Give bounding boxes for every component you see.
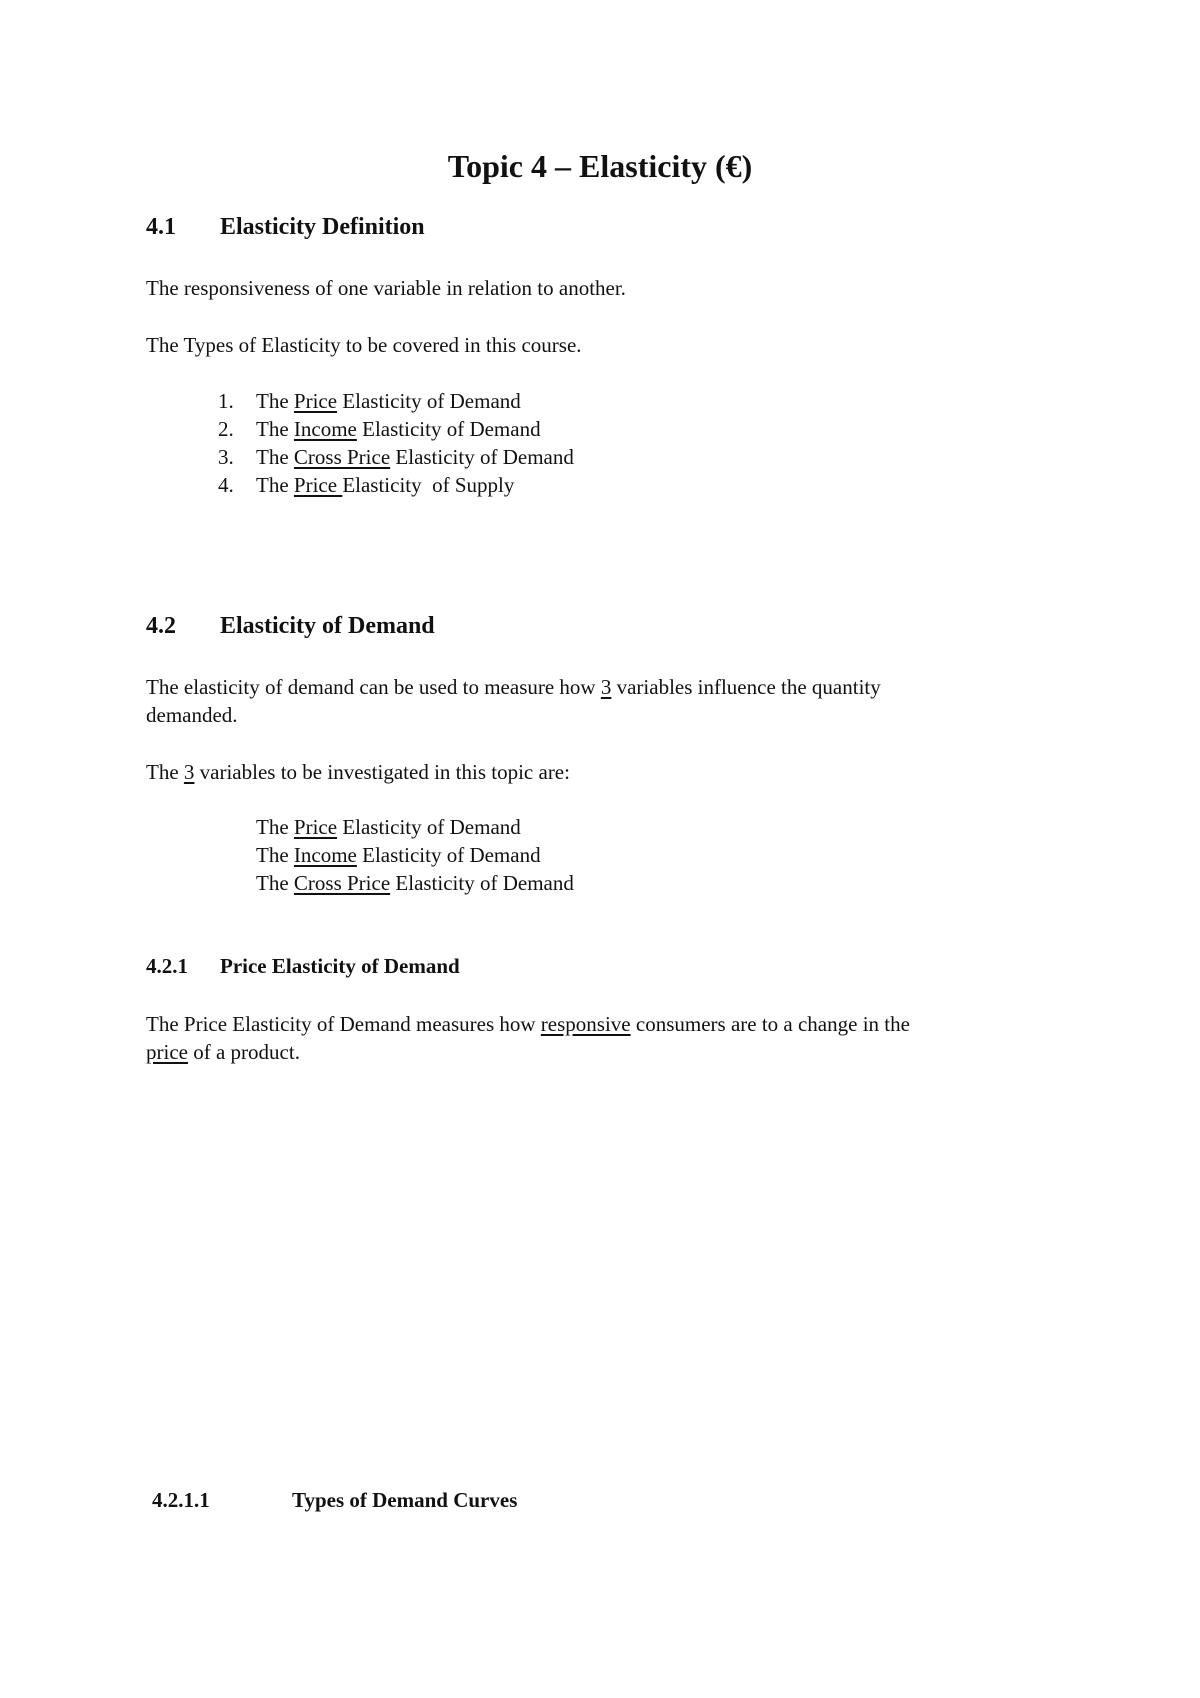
list-number: 1.: [218, 389, 234, 413]
underlined-term: Cross Price: [293, 445, 391, 469]
section-title: Elasticity Definition: [220, 214, 425, 240]
section-number: 4.2.1: [146, 954, 188, 978]
section-number: 4.1: [146, 214, 176, 240]
section-heading-4-2-1: [146, 952, 460, 980]
section-heading-4-1: [146, 212, 425, 242]
list-number: 2.: [218, 417, 234, 441]
paragraph-line: The Price Elasticity of Demand measures how responsive consumers are to a change in the: [146, 1012, 910, 1036]
underlined-term: Income: [293, 417, 357, 441]
section-heading-4-2-1-1: [152, 1486, 517, 1514]
paragraph-line: The elasticity of demand can be used to measure how 3 variables influence the quantity: [146, 675, 881, 699]
section-title: Elasticity of Demand: [220, 613, 435, 639]
variables-list-item: The Price Elasticity of Demand: [256, 815, 521, 839]
underlined-term: 3: [183, 760, 195, 784]
underlined-term: Income: [293, 843, 357, 867]
underlined-term: Cross Price: [293, 871, 391, 895]
paragraph-line: The 3 variables to be investigated in this topic are:: [146, 760, 570, 784]
section-title: Price Elasticity of Demand: [220, 954, 460, 978]
underlined-term: Price: [293, 389, 338, 413]
types-intro-paragraph: The Types of Elasticity to be covered in this course.: [146, 333, 582, 357]
underlined-term: Price: [293, 473, 343, 497]
underlined-term: Price: [293, 815, 338, 839]
variables-list-item: The Cross Price Elasticity of Demand: [256, 871, 574, 895]
underlined-term: price: [146, 1040, 188, 1064]
types-list-item: 1. The Price Elasticity of Demand: [218, 389, 521, 413]
types-list-item: 2. The Income Elasticity of Demand: [218, 417, 541, 441]
definition-paragraph: The responsiveness of one variable in relation to another.: [146, 276, 626, 300]
types-list-item: 3. The Cross Price Elasticity of Demand: [218, 445, 574, 469]
section-number: 4.2.1.1: [152, 1488, 210, 1512]
paragraph-line: demanded.: [146, 703, 238, 727]
page-title: Topic 4 – Elasticity (€): [447, 148, 753, 184]
paragraph-line: price of a product.: [146, 1040, 300, 1064]
section-heading-4-2: [146, 611, 435, 641]
variables-list-item: The Income Elasticity of Demand: [256, 843, 541, 867]
list-number: 4.: [218, 473, 234, 497]
section-title: Types of Demand Curves: [292, 1488, 518, 1512]
underlined-term: 3: [600, 675, 612, 699]
list-number: 3.: [218, 445, 234, 469]
types-list-item: 4. The Price Elasticity of Supply: [218, 473, 515, 497]
section-number: 4.2: [146, 613, 176, 639]
underlined-term: responsive: [540, 1012, 631, 1036]
